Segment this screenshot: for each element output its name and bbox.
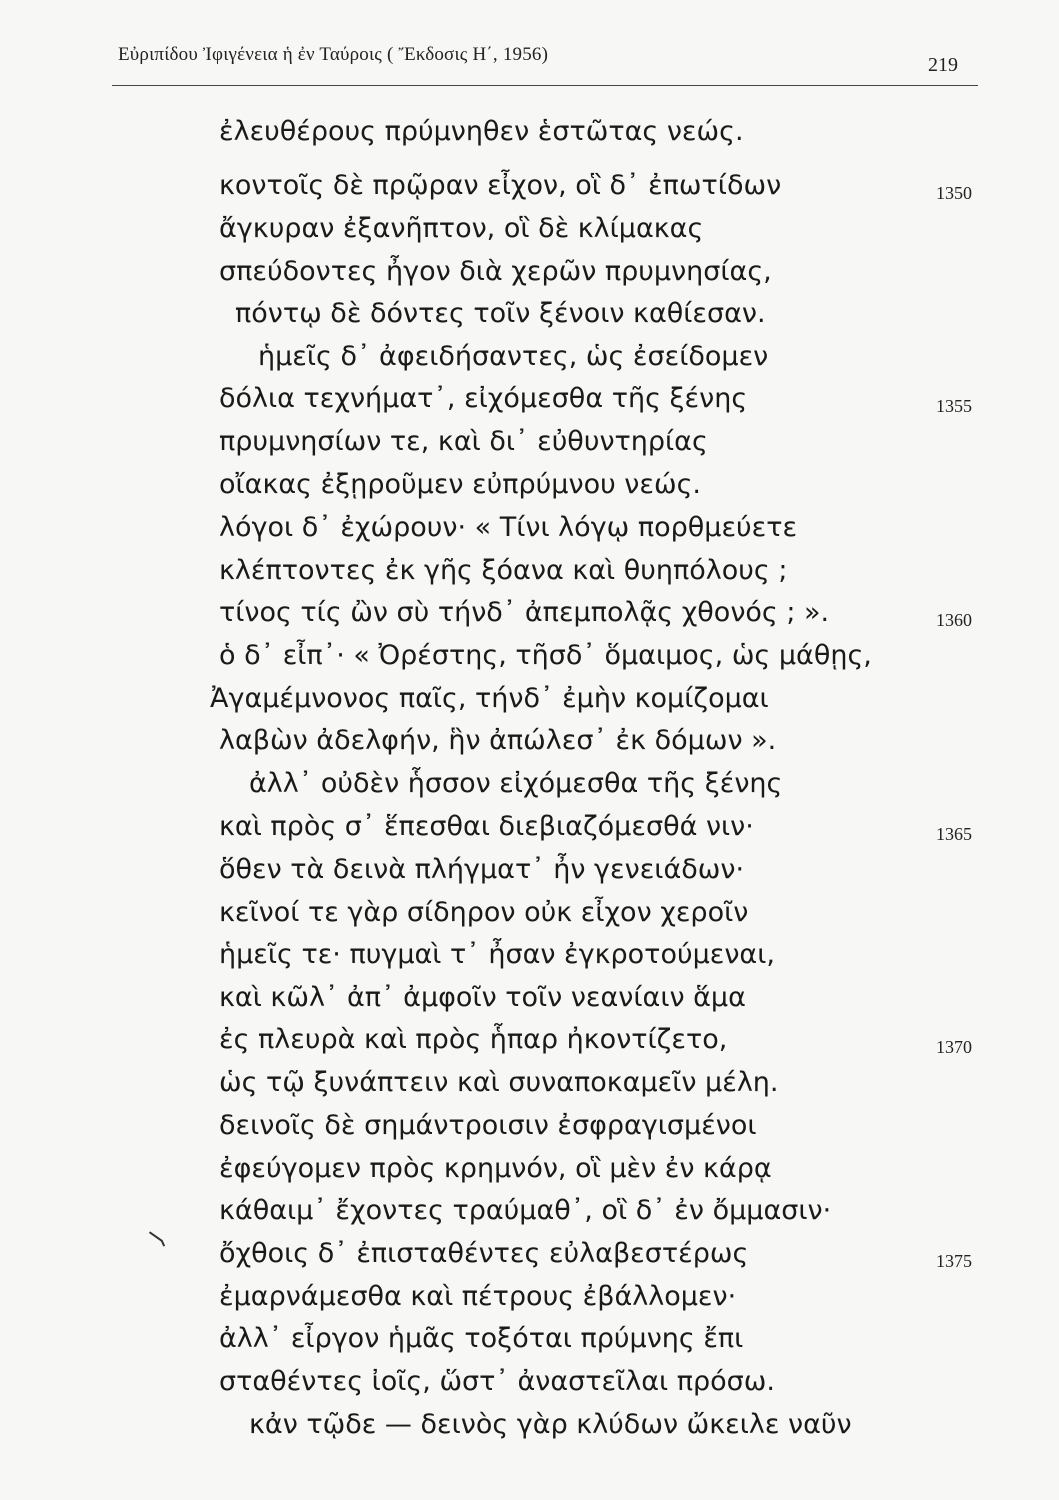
verse-line: ἐμαρνάμεσθα καὶ πέτρους ἐβάλλομεν· (219, 1281, 737, 1312)
verse-line: κἀν τῷδε — δεινὸς γὰρ κλύδων ὤκειλε ναῦν (249, 1409, 852, 1440)
verse-line: πόντῳ δὲ δόντες τοῖν ξένοιν καθίεσαν. (235, 298, 766, 329)
verse-line: λόγοι δ᾽ ἐχώρουν· « Τίνι λόγῳ πορθμεύετε (219, 512, 798, 543)
margin-mark (143, 1223, 173, 1253)
line-number: 1355 (936, 396, 972, 416)
verse-line: ἐφεύγομεν πρὸς κρημνόν, οἳ μὲν ἐν κάρᾳ (219, 1153, 772, 1184)
verse-line: κεῖνοί τε γὰρ σίδηρον οὐκ εἶχον χεροῖν (219, 897, 749, 928)
verse-line: ἡμεῖς τε· πυγμαὶ τ᾽ ἦσαν ἐγκροτούμεναι, (219, 939, 775, 970)
header-rule (112, 85, 978, 86)
verse-line: δόλια τεχνήματ᾽, εἰχόμεσθα τῆς ξένης (219, 383, 748, 414)
verse-line: τίνος τίς ὢν σὺ τήνδ᾽ ἀπεμπολᾷς χθονός ; ». (219, 597, 830, 628)
verse-line: Ἀγαμέμνονος παῖς, τήνδ᾽ ἐμὴν κομίζομαι (210, 683, 769, 714)
verse-line: ἡμεῖς δ᾽ ἀφειδήσαντες, ὡς ἐσείδομεν (258, 341, 769, 372)
page-number: 219 (928, 54, 958, 76)
verse-line: καὶ πρὸς σ᾽ ἕπεσθαι διεβιαζόμεσθά νιν· (219, 811, 754, 842)
line-number: 1375 (936, 1251, 972, 1271)
line-number: 1370 (936, 1037, 972, 1057)
line-number: 1350 (936, 183, 972, 203)
verse-line: ἐς πλευρὰ καὶ πρὸς ἧπαρ ἠκοντίζετο, (219, 1024, 728, 1055)
verse-line: δεινοῖς δὲ σημάντροισιν ἐσφραγισμένοι (219, 1110, 757, 1141)
line-number: 1360 (936, 610, 972, 630)
verse-line: σταθέντες ἰοῖς, ὥστ᾽ ἀναστεῖλαι πρόσω. (219, 1366, 775, 1397)
verse-line: ἐλευθέρους πρύμνηθεν ἑστῶτας νεώς. (219, 116, 744, 147)
verse-line: ἀλλ᾽ οὐδὲν ἧσσον εἰχόμεσθα τῆς ξένης (249, 768, 783, 799)
verse-line: ὅθεν τὰ δεινὰ πλήγματ᾽ ἦν γενειάδων· (219, 854, 745, 885)
verse-line: ὄχθοις δ᾽ ἐπισταθέντες εὐλαβεστέρως (219, 1238, 749, 1269)
verse-line: ὁ δ᾽ εἶπ᾽· « Ὀρέστης, τῆσδ᾽ ὅμαιμος, ὡς μάθῃς, (219, 640, 872, 671)
verse-line: καὶ κῶλ᾽ ἀπ᾽ ἀμφοῖν τοῖν νεανίαιν ἅμα (219, 982, 746, 1013)
verse-line: κλέπτοντες ἐκ γῆς ξόανα καὶ θυηπόλους ; (219, 555, 788, 586)
verse-line: κάθαιμ᾽ ἔχοντες τραύμαθ᾽, οἳ δ᾽ ἐν ὄμμασιν· (219, 1195, 832, 1226)
verse-line: ἀλλ᾽ εἶργον ἡμᾶς τοξόται πρύμνης ἔπι (219, 1323, 744, 1354)
margin-stroke-icon (146, 1228, 170, 1249)
verse-line: κοντοῖς δὲ πρῷραν εἶχον, οἳ δ᾽ ἐπωτίδων (219, 170, 782, 201)
verse-line: ἄγκυραν ἐξανῆπτον, οἳ δὲ κλίμακας (219, 213, 704, 244)
verse-line: οἴακας ἐξῃροῦμεν εὐπρύμνου νεώς. (219, 469, 702, 500)
line-number: 1365 (936, 824, 972, 844)
verse-line: ὡς τῷ ξυνάπτειν καὶ συναποκαμεῖν μέλη. (219, 1067, 779, 1098)
verse-line: λαβὼν ἀδελφήν, ἣν ἀπώλεσ᾽ ἐκ δόμων ». (219, 725, 777, 756)
verse-line: πρυμνησίων τε, καὶ δι᾽ εὐθυντηρίας (219, 426, 708, 457)
verse-line: σπεύδοντες ἦγον διὰ χερῶν πρυμνησίας, (219, 256, 772, 287)
running-head: Εὐριπίδου Ἰφιγένεια ἡ ἐν Ταύροις ( Ἔκδοσις Η΄, 1956) (118, 44, 549, 65)
